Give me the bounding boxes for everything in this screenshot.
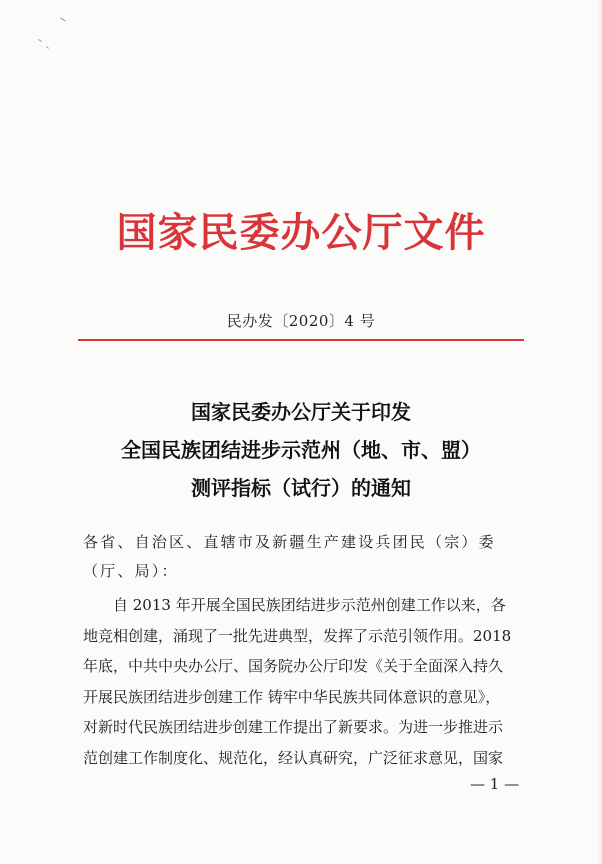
body-line: 年底，中共中央办公厅、国务院办公厅印发《关于全面深入持久	[83, 657, 504, 675]
notice-title	[0, 393, 602, 507]
page-number: — 1 —	[470, 775, 520, 793]
scan-speck	[46, 46, 49, 49]
scan-speck	[38, 39, 42, 42]
body-line: 地竞相创建，涌现了一批先进典型，发挥了示范引领作用。2018	[83, 626, 512, 645]
body-paragraph	[83, 590, 523, 773]
scan-speck	[60, 17, 65, 21]
addressee-paragraph: 各省、自治区、直辖市及新疆生产建设兵团民（宗）委（厅、局）：	[83, 533, 496, 580]
document-number: 民办发〔2020〕4 号	[226, 312, 376, 330]
body-line: 开展民族团结进步创建工作 铸牢中华民族共同体意识的意见》，	[83, 687, 501, 706]
issuer-red-header: 国家民委办公厅文件	[116, 210, 486, 256]
notice-title-line-1: 国家民委办公厅关于印发	[191, 400, 411, 424]
body-line: 自 2013 年开展全国民族团结进步示范州创建工作以来，各	[113, 596, 506, 614]
red-divider-line	[78, 339, 524, 341]
body-line: 范创建工作制度化、规范化，经认真研究，广泛征求意见，国家	[83, 748, 504, 767]
scan-edge-shadow	[596, 0, 602, 864]
notice-title-line-3: 测评指标（试行）的通知	[191, 476, 411, 500]
body-line: 对新时代民族团结进步创建工作提出了新要求。为进一步推进示	[83, 718, 504, 736]
notice-title-line-2: 全国民族团结进步示范州（地、市、盟）	[121, 438, 481, 462]
